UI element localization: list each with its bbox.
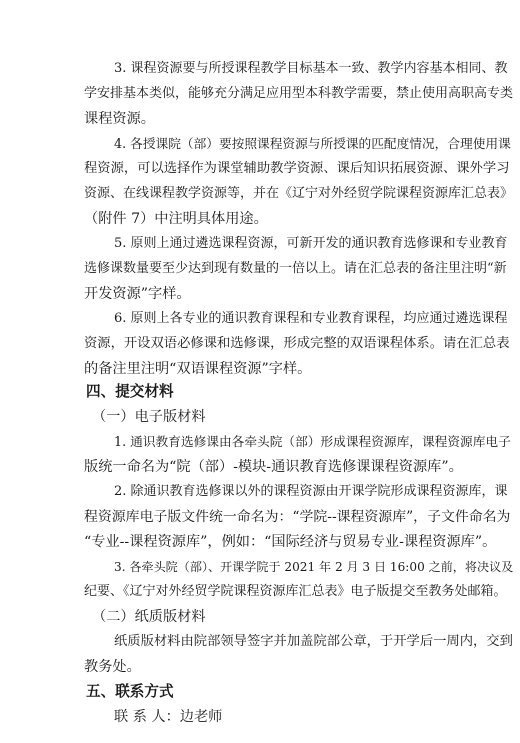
electronic-item-2-line-1: 2. 除通识教育选修课以外的课程资源由开课学院形成课程资源库，课 bbox=[114, 484, 508, 499]
electronic-item-2-line-3: “专业--课程资源库”，例如：“国际经济与贸易专业-课程资源库”。 bbox=[84, 534, 497, 550]
electronic-item-2-line-2: 程资源库电子版文件统一命名为：“学院--课程资源库”，子文件命名为 bbox=[84, 509, 511, 525]
subheading-electronic-materials: （一）电子版材料 bbox=[92, 409, 206, 425]
paragraph-5-line-1: 5. 原则上通过遴选课程资源，可新开发的通识教育选修课和专业教育 bbox=[114, 236, 508, 251]
paragraph-4-line-1: 4. 各授课院（部）要按照课程资源与所授课的匹配度情况，合理使用课 bbox=[114, 136, 511, 151]
paper-materials-line-1: 纸质版材料由院部领导签字并加盖院部公章，于开学后一周内，交到 bbox=[114, 634, 513, 649]
electronic-item-3-line-2: 纪要、《辽宁对外经贸学院课程资源库汇总表》电子版提交至教务处邮箱。 bbox=[84, 584, 507, 599]
paragraph-6-line-2: 资源，开设双语必修课和选修课，形成完整的双语课程体系。请在汇总表 bbox=[84, 336, 510, 351]
paragraph-5-line-3: 开发资源”字样。 bbox=[84, 286, 191, 302]
subheading-paper-materials: （二）纸质版材料 bbox=[92, 609, 206, 625]
section-heading-contact: 五、联系方式 bbox=[86, 683, 174, 700]
paper-materials-line-2: 教务处。 bbox=[84, 659, 141, 675]
paragraph-4-line-4: （附件 7）中注明具体用途。 bbox=[84, 211, 268, 227]
paragraph-3-line-1: 3. 课程资源要与所授课程教学目标基本一致、教学内容基本相同、教 bbox=[114, 61, 508, 76]
electronic-item-1-line-1: 1. 通识教育选修课由各牵头院（部）形成课程资源库，课程资源库电子 bbox=[114, 434, 511, 449]
contact-person: 联 系 人：边老师 bbox=[114, 709, 223, 725]
electronic-item-1-line-2: 版统一命名为“院（部）-模块-通识教育选修课课程资源库”。 bbox=[84, 459, 463, 475]
paragraph-3-line-2: 学安排基本类似，能够充分满足应用型本科教学需要，禁止使用高职高专类 bbox=[84, 86, 514, 101]
section-heading-submit-materials: 四、提交材料 bbox=[86, 383, 174, 400]
paragraph-5-line-2: 选修课数量要至少达到现有数量的一倍以上。请在汇总表的备注里注明“新 bbox=[84, 261, 507, 276]
electronic-item-3-line-1: 3. 各牵头院（部）、开课学院于 2021 年 2 月 3 日 16:00 之前，将决议及 bbox=[114, 560, 514, 574]
paragraph-3-line-3: 课程资源。 bbox=[84, 111, 155, 127]
paragraph-6-line-3: 的备注里注明“双语课程资源”字样。 bbox=[84, 361, 312, 377]
paragraph-4-line-2: 程资源，可以选择作为课堂辅助教学资源、课后知识拓展资源、课外学习 bbox=[84, 161, 510, 176]
paragraph-4-line-3: 资源、在线课程教学资源等，并在《辽宁对外经贸学院课程资源库汇总表》 bbox=[84, 186, 514, 201]
paragraph-6-line-1: 6. 原则上各专业的通识教育课程和专业教育课程，均应通过遴选课程 bbox=[114, 311, 508, 326]
